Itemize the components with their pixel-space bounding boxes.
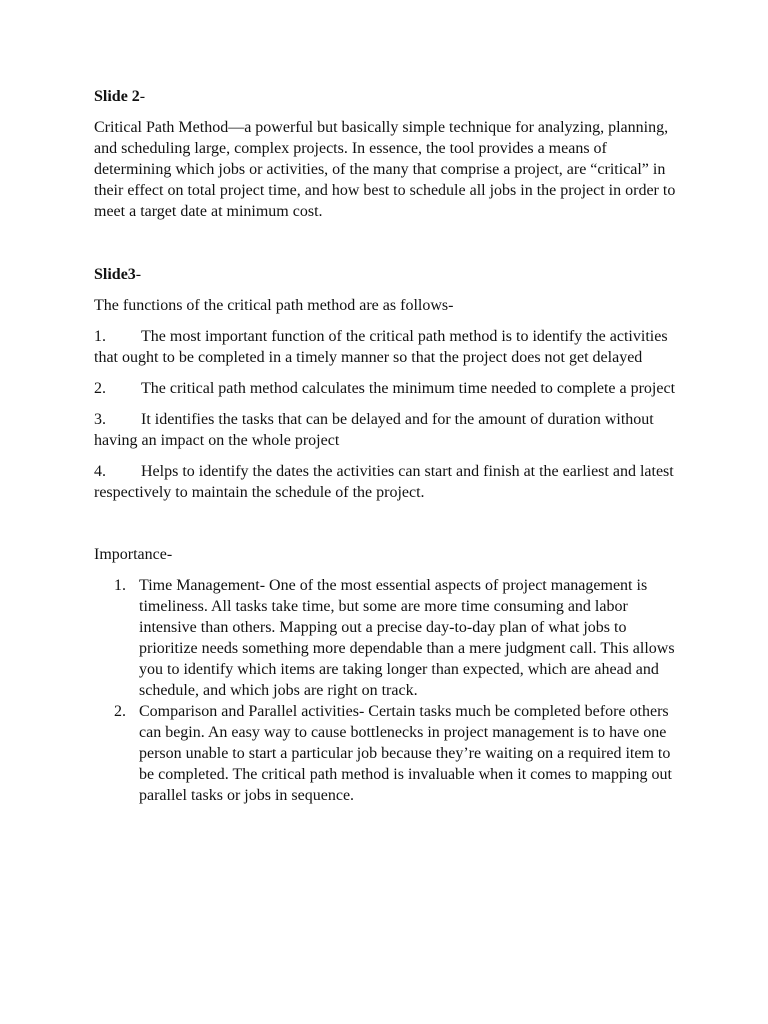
importance-item-text: Comparison and Parallel activities- Certain tasks much be completed before others can begin. An easy way to cause bottlenecks in project management is to have one person unable to start a particular job because they’re waiting on a required item to be completed. The critical path method is invaluable when it comes to mapping out parallel tasks or jobs in sequence. xyxy=(139,703,672,804)
slide3-heading-text: Slide3 xyxy=(94,266,136,283)
function-item xyxy=(94,378,684,399)
slide3-heading xyxy=(94,264,684,285)
importance-item xyxy=(94,701,684,806)
slide2-body: Critical Path Method—a powerful but basically simple technique for analyzing, planning, and scheduling large, complex projects. In essence, the tool provides a means of determining which jobs or activities, of the many that comprise a project, are “critical” in their effect on total project time, and how best to schedule all jobs in the project in order to meet a target date at minimum cost. xyxy=(94,119,676,220)
function-item-number: 2. xyxy=(94,380,106,397)
importance-title: Importance- xyxy=(94,546,173,563)
function-item-number: 4. xyxy=(94,463,106,480)
importance-item-number: 2. xyxy=(114,703,126,720)
slide2-heading-dash: - xyxy=(139,88,146,105)
importance-item-text: Time Management- One of the most essential aspects of project management is timeliness. All tasks take time, but some are more time consuming and labor intensive than others. Mapping out a precise day-to-day plan of what jobs to prioritize needs something more dependable than a mere judgment call. This allows you to identify which items are taking longer than expected, which are ahead and schedule, and which jobs are right on track. xyxy=(139,577,675,699)
slide3-heading-dash: - xyxy=(135,266,142,283)
function-item xyxy=(94,461,684,503)
function-item-number: 3. xyxy=(94,411,106,428)
slide2-heading-text: Slide 2 xyxy=(94,88,140,105)
importance-item-number: 1. xyxy=(114,577,126,594)
function-item xyxy=(94,326,684,368)
function-item-text: The most important function of the critical path method is to identify the activities that ought to be completed in a timely manner so that the project does not get delayed xyxy=(94,328,668,366)
importance-item xyxy=(94,575,684,701)
document-page xyxy=(94,86,684,806)
function-item-text: The critical path method calculates the minimum time needed to complete a project xyxy=(141,380,676,397)
function-item-text: Helps to identify the dates the activities can start and finish at the earliest and latest respectively to maintain the schedule of the project. xyxy=(94,463,674,501)
function-item-text: It identifies the tasks that can be delayed and for the amount of duration without having an impact on the whole project xyxy=(94,411,654,449)
slide2-heading xyxy=(94,86,684,107)
function-item-number: 1. xyxy=(94,328,106,345)
importance-list xyxy=(94,575,684,806)
function-item xyxy=(94,409,684,451)
slide3-intro: The functions of the critical path method are as follows- xyxy=(94,297,454,314)
